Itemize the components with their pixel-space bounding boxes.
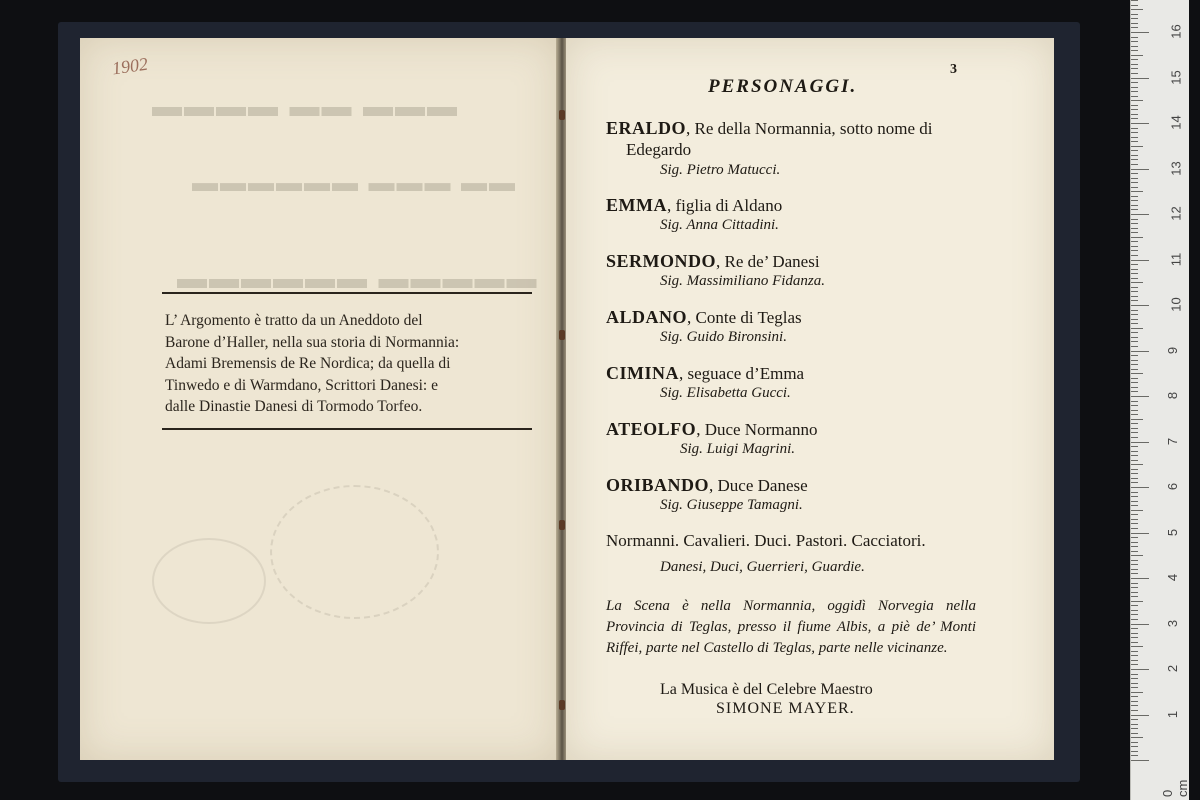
singer-name: Sig. Massimiliano Fidanza. [660,273,826,289]
ruler-tick [1131,273,1138,274]
ruler-tick [1131,428,1138,429]
ruler-tick [1131,50,1138,51]
character-entry [606,419,818,440]
ruler-tick [1131,282,1143,283]
ruler-tick [1131,209,1138,210]
ruler-tick [1131,241,1138,242]
ruler-tick [1131,159,1138,160]
ruler-tick [1131,464,1143,465]
ruler-tick [1131,437,1138,438]
ruler-tick [1131,701,1138,702]
show-through-title: ▬▬▬ ▬▬ ▬▬▬▬ [150,90,457,123]
ruler-tick [1131,82,1138,83]
ruler-tick [1131,728,1138,729]
ruler-tick [1131,596,1138,597]
handwritten-note: 1902 [110,53,150,79]
ruler-tick [1131,669,1149,670]
ruler-tick [1131,501,1138,502]
ruler-tick [1131,137,1138,138]
ruler-tick [1131,55,1143,56]
ruler-tick [1131,674,1138,675]
ruler-tick [1131,460,1138,461]
ruler-tick [1131,646,1143,647]
ruler-tick [1131,187,1138,188]
ruler-tick [1131,446,1138,447]
ruler-tick [1131,687,1138,688]
chorus-danesi: Danesi, Duci, Guerrieri, Guardie. [660,559,865,575]
ruler-tick [1131,73,1138,74]
ruler-tick [1131,592,1138,593]
ruler-tick [1131,59,1138,60]
singer-name: Sig. Pietro Matucci. [660,162,781,178]
character-role-cont: Edegardo [626,140,692,159]
ruler-tick [1131,364,1138,365]
ruler-tick [1131,614,1138,615]
ruler-tick [1131,91,1138,92]
ruler-tick [1131,141,1138,142]
stitch [559,700,565,710]
ruler-tick [1131,332,1138,333]
ruler-tick [1131,205,1138,206]
measurement-ruler [1130,0,1189,800]
singer-name: Sig. Giuseppe Tamagni. [660,497,803,513]
stitch [559,330,565,340]
ruler-tick [1131,310,1138,311]
ruler-tick [1131,692,1143,693]
ruler-tick [1131,109,1138,110]
ruler-tick [1131,651,1138,652]
ruler-tick [1131,132,1138,133]
bottom-rule [162,428,532,430]
ruler-number: 2 [1165,664,1181,673]
scene-description: La Scena è nella Normannia, oggidì Norvegia nella Provincia di Teglas, presso il fiume Albis, a piè de’ Monti Riffei, parte nel Castello di Teglas, parte nelle vicinanze. [606,598,976,656]
ruler-tick [1131,319,1138,320]
ruler-tick [1131,360,1138,361]
ruler-tick [1131,510,1143,511]
show-through-name: ▬▬▬▬▬ ▬▬▬▬▬▬ [175,262,537,295]
ruler-tick [1131,5,1138,6]
character-name: ATEOLFO [606,419,697,439]
ruler-tick [1131,0,1138,1]
ruler-tick [1131,578,1149,579]
ruler-tick [1131,528,1138,529]
ruler-tick [1131,27,1138,28]
chorus-normanni: Normanni. Cavalieri. Duci. Pastori. Cacciatori. [606,531,926,550]
character-role: , Conte di Teglas [687,308,802,327]
ruler-tick [1131,583,1138,584]
singer-name: Sig. Luigi Magrini. [680,441,796,457]
ruler-tick [1131,742,1138,743]
ruler-tick [1131,423,1138,424]
ruler-tick [1131,760,1149,761]
ruler-tick [1131,642,1138,643]
character-role: , figlia di Aldano [666,196,783,215]
ruler-number: 13 [1168,160,1184,176]
ruler-tick [1131,346,1138,347]
ruler-number: 3 [1165,619,1181,627]
argument-text [165,310,537,418]
ruler-tick [1131,405,1138,406]
ruler-tick [1131,391,1138,392]
ruler-tick [1131,123,1149,124]
character-entry [606,475,808,496]
character-role: , Re della Normannia, sotto nome di [686,119,933,138]
character-name: EMMA [606,195,667,215]
ruler-tick [1131,628,1138,629]
argument-line: L’ Argomento è tratto da un Aneddoto del [165,312,423,329]
page-number: 3 [950,62,957,77]
ruler-tick [1131,232,1138,233]
ruler-tick [1131,519,1138,520]
ruler-tick [1131,191,1143,192]
ruler-tick [1131,305,1149,306]
ruler-tick [1131,341,1138,342]
ruler-tick [1131,414,1138,415]
ruler-tick [1131,605,1138,606]
ruler-tick [1131,100,1143,101]
argument-line: Tinwedo e di Warmdano, Scrittori Danesi: e [165,376,438,394]
ruler-tick [1131,219,1138,220]
ruler-tick [1131,505,1138,506]
ruler-tick [1131,68,1138,69]
character-role: , Re de’ Danesi [716,252,820,271]
character-entry [606,363,804,384]
ruler-number: 4 [1165,573,1181,582]
ruler-tick [1131,128,1138,129]
ruler-tick [1131,300,1138,301]
ruler-tick [1131,169,1149,170]
ruler-tick [1131,478,1138,479]
character-entry [606,195,782,216]
show-through-emblem [270,485,439,619]
ruler-tick [1131,118,1138,119]
ruler-tick [1131,314,1138,315]
ruler-tick [1131,710,1138,711]
ruler-tick [1131,32,1149,33]
ruler-tick [1131,114,1138,115]
show-through-line: ▬▬ ▬▬▬ ▬▬▬▬▬▬ [190,168,515,197]
ruler-tick [1131,182,1138,183]
ruler-tick [1131,105,1138,106]
ruler-tick [1131,569,1138,570]
ruler-tick [1131,178,1138,179]
ruler-tick [1131,755,1138,756]
ruler-tick [1131,683,1138,684]
ruler-tick [1131,237,1143,238]
stitch [559,520,565,530]
ruler-tick [1131,291,1138,292]
ruler-number: 6 [1165,482,1181,491]
stitch [559,110,565,120]
ruler-tick [1131,200,1138,201]
ruler-tick [1131,78,1149,79]
ruler-tick [1131,537,1138,538]
ruler-tick [1131,560,1138,561]
top-rule [162,292,532,294]
singer-name: Sig. Anna Cittadini. [660,217,779,233]
ruler-tick [1131,746,1138,747]
ruler-tick [1131,564,1138,565]
ruler-tick [1131,473,1138,474]
ruler-tick [1131,387,1138,388]
ruler-tick [1131,637,1138,638]
ruler-tick [1131,551,1138,552]
ruler-number: 5 [1165,528,1181,536]
ruler-tick [1131,724,1138,725]
ruler-tick [1131,655,1138,656]
character-role: , seguace d’Emma [679,364,805,383]
ruler-tick [1131,18,1138,19]
ruler-tick [1131,482,1138,483]
ruler-tick [1131,410,1138,411]
ruler-tick [1131,660,1138,661]
ruler-tick [1131,451,1138,452]
ruler-tick [1131,269,1138,270]
ruler-tick [1131,610,1138,611]
ruler-tick [1131,173,1138,174]
ruler-number: 1 [1165,710,1181,718]
character-name: ORIBANDO [606,475,710,495]
ruler-number: 7 [1165,437,1181,445]
argument-line: Adami Bremensis de Re Nordica; da quella di [165,355,451,372]
ruler-tick [1131,442,1149,443]
ruler-tick [1131,696,1138,697]
ruler-number: 11 [1168,252,1184,266]
ruler-tick [1131,264,1138,265]
argument-line: dalle Dinastie Danesi di Tormodo Torfeo. [165,398,423,415]
ruler-tick [1131,64,1138,65]
ruler-tick [1131,624,1149,625]
ruler-tick [1131,733,1138,734]
ruler-tick [1131,678,1138,679]
ruler-tick [1131,351,1149,352]
ruler-tick [1131,401,1138,402]
ruler-number: 9 [1165,346,1181,354]
ruler-tick [1131,419,1143,420]
ruler-tick [1131,278,1138,279]
character-name: CIMINA [606,363,679,383]
ruler-tick [1131,228,1138,229]
ruler-tick [1131,155,1138,156]
ruler-tick [1131,328,1143,329]
ruler-tick [1131,487,1149,488]
ruler-tick [1131,46,1138,47]
ruler-tick [1131,323,1138,324]
character-name: ERALDO [606,118,687,138]
ruler-tick [1131,542,1138,543]
ruler-tick [1131,260,1149,261]
ruler-tick [1131,432,1138,433]
ruler-tick [1131,523,1138,524]
ruler-tick [1131,23,1138,24]
ruler-tick [1131,492,1138,493]
character-name: ALDANO [606,307,688,327]
ruler-tick [1131,223,1138,224]
ruler-number: 15 [1168,69,1184,85]
ruler-number: 10 [1168,297,1184,312]
ruler-tick [1131,146,1143,147]
ruler-tick [1131,514,1138,515]
ruler-tick [1131,664,1138,665]
singer-name: Sig. Elisabetta Gucci. [660,385,791,401]
ruler-tick [1131,719,1138,720]
ruler-tick [1131,9,1143,10]
composer-name: SIMONE MAYER. [716,700,855,717]
ruler-tick [1131,601,1143,602]
ruler-tick [1131,214,1149,215]
ruler-tick [1131,469,1138,470]
ruler-tick [1131,496,1138,497]
ruler-tick [1131,373,1143,374]
character-name: SERMONDO [606,251,717,271]
ruler-tick [1131,378,1138,379]
ruler-tick [1131,396,1149,397]
ruler-tick [1131,37,1138,38]
show-through-stamp [152,538,266,624]
ruler-tick [1131,296,1138,297]
ruler-tick [1131,369,1138,370]
ruler-tick [1131,337,1138,338]
page-heading: PERSONAGGI. [708,76,858,97]
ruler-tick [1131,715,1149,716]
ruler-unit-label: 0 cm [1160,779,1190,797]
ruler-tick [1131,255,1138,256]
ruler-tick [1131,555,1143,556]
argument-line: Barone d’Haller, nella sua storia di Normannia: [165,333,460,351]
character-role: , Duce Normanno [696,420,818,439]
ruler-tick [1131,14,1138,15]
ruler-tick [1131,287,1138,288]
ruler-tick [1131,382,1138,383]
ruler-tick [1131,573,1138,574]
ruler-tick [1131,455,1138,456]
ruler-tick [1131,164,1138,165]
ruler-number: 14 [1168,115,1184,130]
ruler-number: 8 [1165,391,1181,400]
ruler-tick [1131,751,1138,752]
ruler-tick [1131,546,1138,547]
ruler-tick [1131,355,1138,356]
singer-name: Sig. Guido Bironsini. [660,329,787,345]
character-entry [606,251,820,272]
character-role: , Duce Danese [709,476,808,495]
character-entry [606,307,802,328]
ruler-tick [1131,246,1138,247]
ruler-tick [1131,737,1143,738]
ruler-number: 16 [1168,24,1184,39]
ruler-tick [1131,587,1138,588]
ruler-tick [1131,96,1138,97]
character-entry [606,118,932,139]
ruler-tick [1131,87,1138,88]
ruler-tick [1131,533,1149,534]
music-credit: La Musica è del Celebre Maestro [660,681,873,698]
ruler-tick [1131,619,1138,620]
ruler-tick [1131,150,1138,151]
ruler-tick [1131,705,1138,706]
ruler-tick [1131,196,1138,197]
ruler-tick [1131,41,1138,42]
ruler-tick [1131,250,1138,251]
ruler-tick [1131,633,1138,634]
ruler-number: 12 [1168,206,1184,221]
